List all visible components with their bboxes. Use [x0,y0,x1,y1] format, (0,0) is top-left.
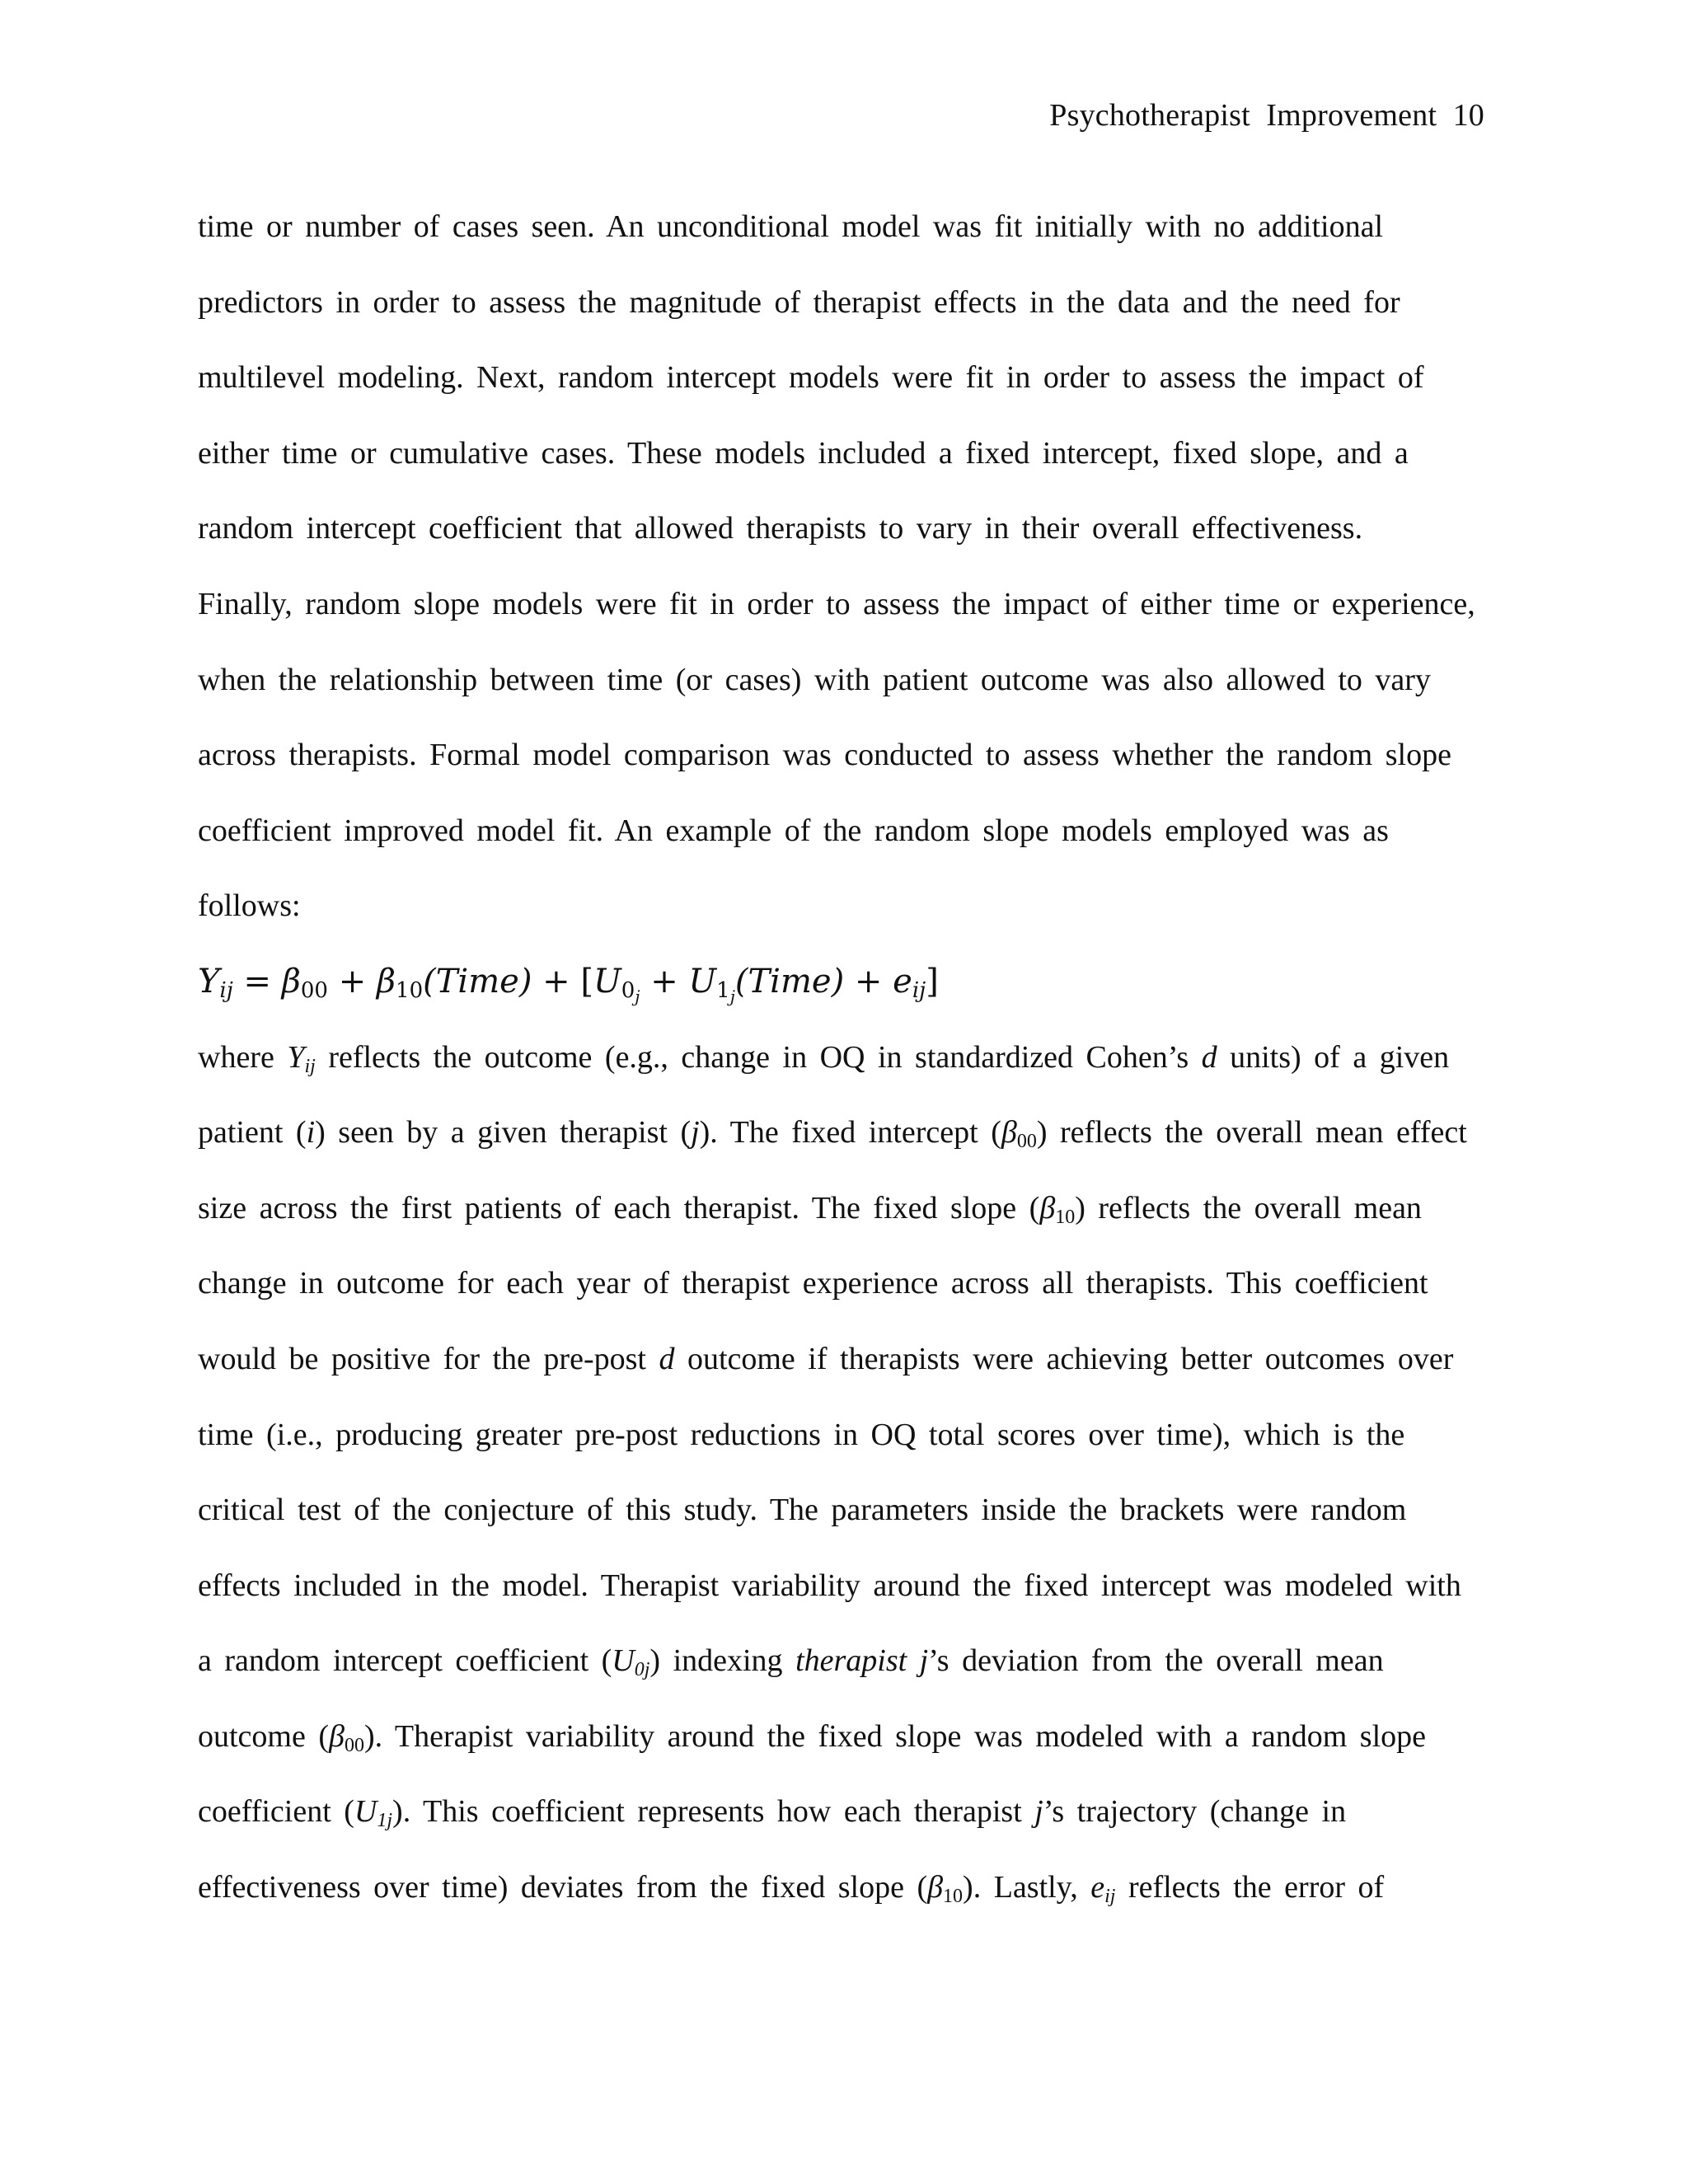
running-head: Psychotherapist Improvement 10 [1049,98,1484,133]
eq-close-bracket: ] [926,962,939,1001]
eq-u0-subsub: j [635,986,640,1006]
paragraph2-line-8: effects included in the model. Therapist variability around the fixed intercept was modeled with [198,1568,1461,1603]
paragraph1-line-4: either time or cumulative cases. These models included a fixed intercept, fixed slope, and a [198,435,1409,471]
eq-beta00-sub: 00 [300,977,328,1003]
paragraph1-line-6: Finally, random slope models were fit in order to assess the impact of either time or experience, [198,586,1475,621]
eq-beta10: β [376,962,396,1001]
eq-plus-3: + [650,962,678,1001]
paragraph2-line-3: size across the first patients of each therapist. The fixed slope $(\beta_{10})$ reflects the overall mean [198,1190,1422,1228]
eq-u1: U [688,962,717,1001]
eq-e: e [893,962,912,1001]
eq-u0: U [593,962,621,1001]
paragraph2-line-5: would be positive for the pre-post d outcome if therapists were achieving better outcomes over [198,1341,1454,1376]
paragraph1-line-10: follows: [198,888,301,924]
eq-open-bracket: [ [580,962,593,1001]
eq-plus-1: + [338,962,367,1001]
eq-e-sub: ij [912,977,926,1003]
paragraph2-line-12: effectiveness over time) deviates from the fixed slope $(\beta_{10})$. Lastly, $e_{ij}$ reflects the error of [198,1870,1385,1908]
eq-beta00: β [281,962,301,1001]
eq-lhs-sub: ij [219,977,233,1003]
eq-equals: = [243,962,272,1001]
paragraph2-line-10: outcome $(\beta_{00})$. Therapist variability around the fixed slope was modeled with a random slope [198,1718,1426,1756]
paragraph1-line-5: random intercept coefficient that allowed therapists to vary in their overall effectiveness. [198,511,1363,546]
paragraph1-line-2: predictors in order to assess the magnitude of therapist effects in the data and the need for [198,284,1400,320]
eq-u0-sub: 0 [621,977,635,1003]
eq-plus-2: + [542,962,570,1001]
eq-plus-4: + [854,962,883,1001]
eq-u1-subsub: j [729,986,735,1006]
paragraph2-line-2: patient (i) seen by a given therapist (j). The fixed intercept $(\beta_{00})$ reflects the overall mean effect [198,1115,1467,1153]
paragraph2-line-6: time (i.e., producing greater pre-post reductions in OQ total scores over time), which is the [198,1417,1405,1452]
eq-beta10-sub: 10 [396,977,424,1003]
eq-u1-sub: 1 [716,977,730,1003]
paragraph1-line-3: multilevel modeling. Next, random intercept models were fit in order to assess the impact of [198,360,1424,396]
paragraph1-line-1: time or number of cases seen. An unconditional model was fit initially with no additional [198,209,1384,244]
paragraph1-line-7: when the relationship between time (or cases) with patient outcome was also allowed to vary [198,662,1431,697]
eq-time-1: (Time) [423,962,532,1001]
model-equation [198,944,1500,1020]
paragraph1-line-8: across therapists. Formal model comparison was conducted to assess whether the random slope [198,738,1451,773]
eq-lhs: Y [198,962,220,1001]
body-text [198,190,1500,1926]
paragraph2-line-4: change in outcome for each year of therapist experience across all therapists. This coefficient [198,1266,1428,1301]
paragraph1-line-9: coefficient improved model fit. An example of the random slope models employed was as [198,813,1389,848]
paragraph2-line-9: a random intercept coefficient $(U_{0j})$ indexing therapist j’s deviation from the overall mean [198,1643,1384,1681]
paragraph2-line-1: where $Y_{ij}$ reflects the outcome (e.g., change in OQ in standardized Cohen’s d units) of a given [198,1039,1450,1077]
paragraph2-line-11: coefficient $(U_{1j})$. This coefficient represents how each therapist j’s trajectory (change in [198,1794,1347,1832]
eq-time-2: (Time) [734,962,845,1001]
paragraph2-line-7: critical test of the conjecture of this study. The parameters inside the brackets were random [198,1493,1407,1528]
